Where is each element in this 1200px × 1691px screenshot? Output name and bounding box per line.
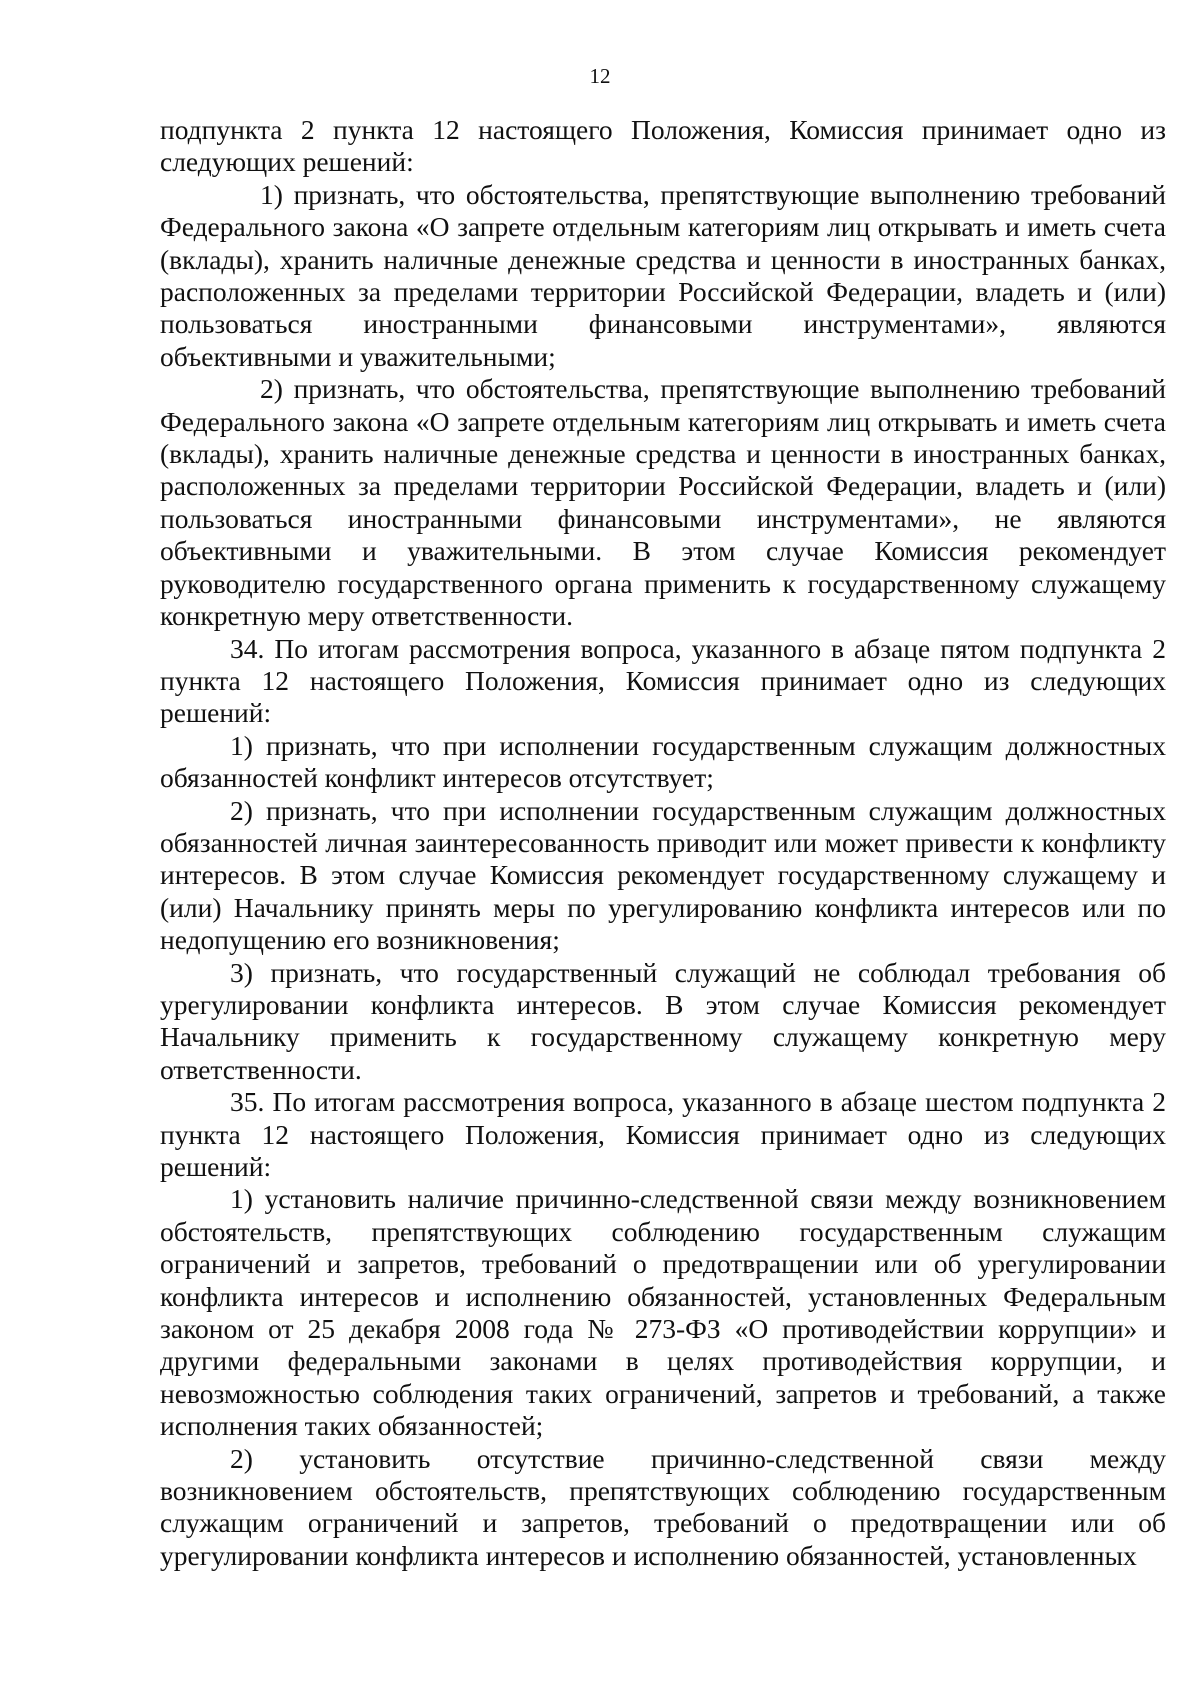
paragraph-section-34: 34. По итогам рассмотрения вопроса, указанного в абзаце пятом подпункта 2 пункта 12 настоящего Положения, Комиссия принимает одно из следующих решений:	[160, 632, 1166, 729]
paragraph-section-35: 35. По итогам рассмотрения вопроса, указанного в абзаце шестом подпункта 2 пункта 12 настоящего Положения, Комиссия принимает одно из следующих решений:	[160, 1086, 1166, 1182]
paragraph-35-item-1: 1) установить наличие причинно-следственной связи между возникновением обстоятельств, препятствующих соблюдению государственным служащим ограничений и запретов, требований о предотвращении или об урегулировании конфликта интересов и исполнению обязанностей, установленных Федеральным законом от 25 декабря 2008 года № 273-ФЗ «О противодействии коррупции» и другими федеральными законами в целях противодействия коррупции, и невозможностью соблюдения таких ограничений, запретов и требований, а также исполнения таких обязанностей;	[160, 1183, 1166, 1442]
paragraph-item-1: 1) признать, что обстоятельства, препятствующие выполнению требований Федерального закона «О запрете отдельным категориям лиц открывать и иметь счета (вклады), хранить наличные денежные средства и ценности в иностранных банках, расположенных за пределами территории Российской Федерации, владеть и (или) пользоваться иностранными финансовыми инструментами», являются объективными и уважительными;	[160, 178, 1166, 372]
page-number: 12	[589, 64, 611, 88]
paragraph-34-item-1: 1) признать, что при исполнении государственным служащим должностных обязанностей конфликт интересов отсутствует;	[160, 729, 1166, 794]
paragraph-item-2: 2) признать, что обстоятельства, препятствующие выполнению требований Федерального закона «О запрете отдельным категориям лиц открывать и иметь счета (вклады), хранить наличные денежные средства и ценности в иностранных банках, расположенных за пределами территории Российской Федерации, владеть и (или) пользоваться иностранными финансовыми инструментами», не являются объективными и уважительными. В этом случае Комиссия рекомендует руководителю государственного органа применить к государственному служащему конкретную меру ответственности.	[160, 373, 1166, 632]
paragraph-35-item-2: 2) установить отсутствие причинно-следственной связи между возникновением обстоятельств, препятствующих соблюдению государственным служащим ограничений и запретов, требований о предотвращении или об урегулировании конфликта интересов и исполнению обязанностей, установленных	[160, 1442, 1166, 1571]
paragraph-34-item-2: 2) признать, что при исполнении государственным служащим должностных обязанностей личная заинтересованность приводит или может привести к конфликту интересов. В этом случае Комиссия рекомендует государственному служащему и (или) Начальнику принять меры по урегулированию конфликта интересов или по недопущению его возникновения;	[160, 794, 1166, 956]
document-body	[160, 114, 1166, 1572]
paragraph-34-item-3: 3) признать, что государственный служащий не соблюдал требования об урегулировании конфликта интересов. В этом случае Комиссия рекомендует Начальнику применить к государственному служащему конкретную меру ответственности.	[160, 956, 1166, 1085]
paragraph-continuation: подпункта 2 пункта 12 настоящего Положения, Комиссия принимает одно из следующих решений:	[160, 114, 1166, 178]
